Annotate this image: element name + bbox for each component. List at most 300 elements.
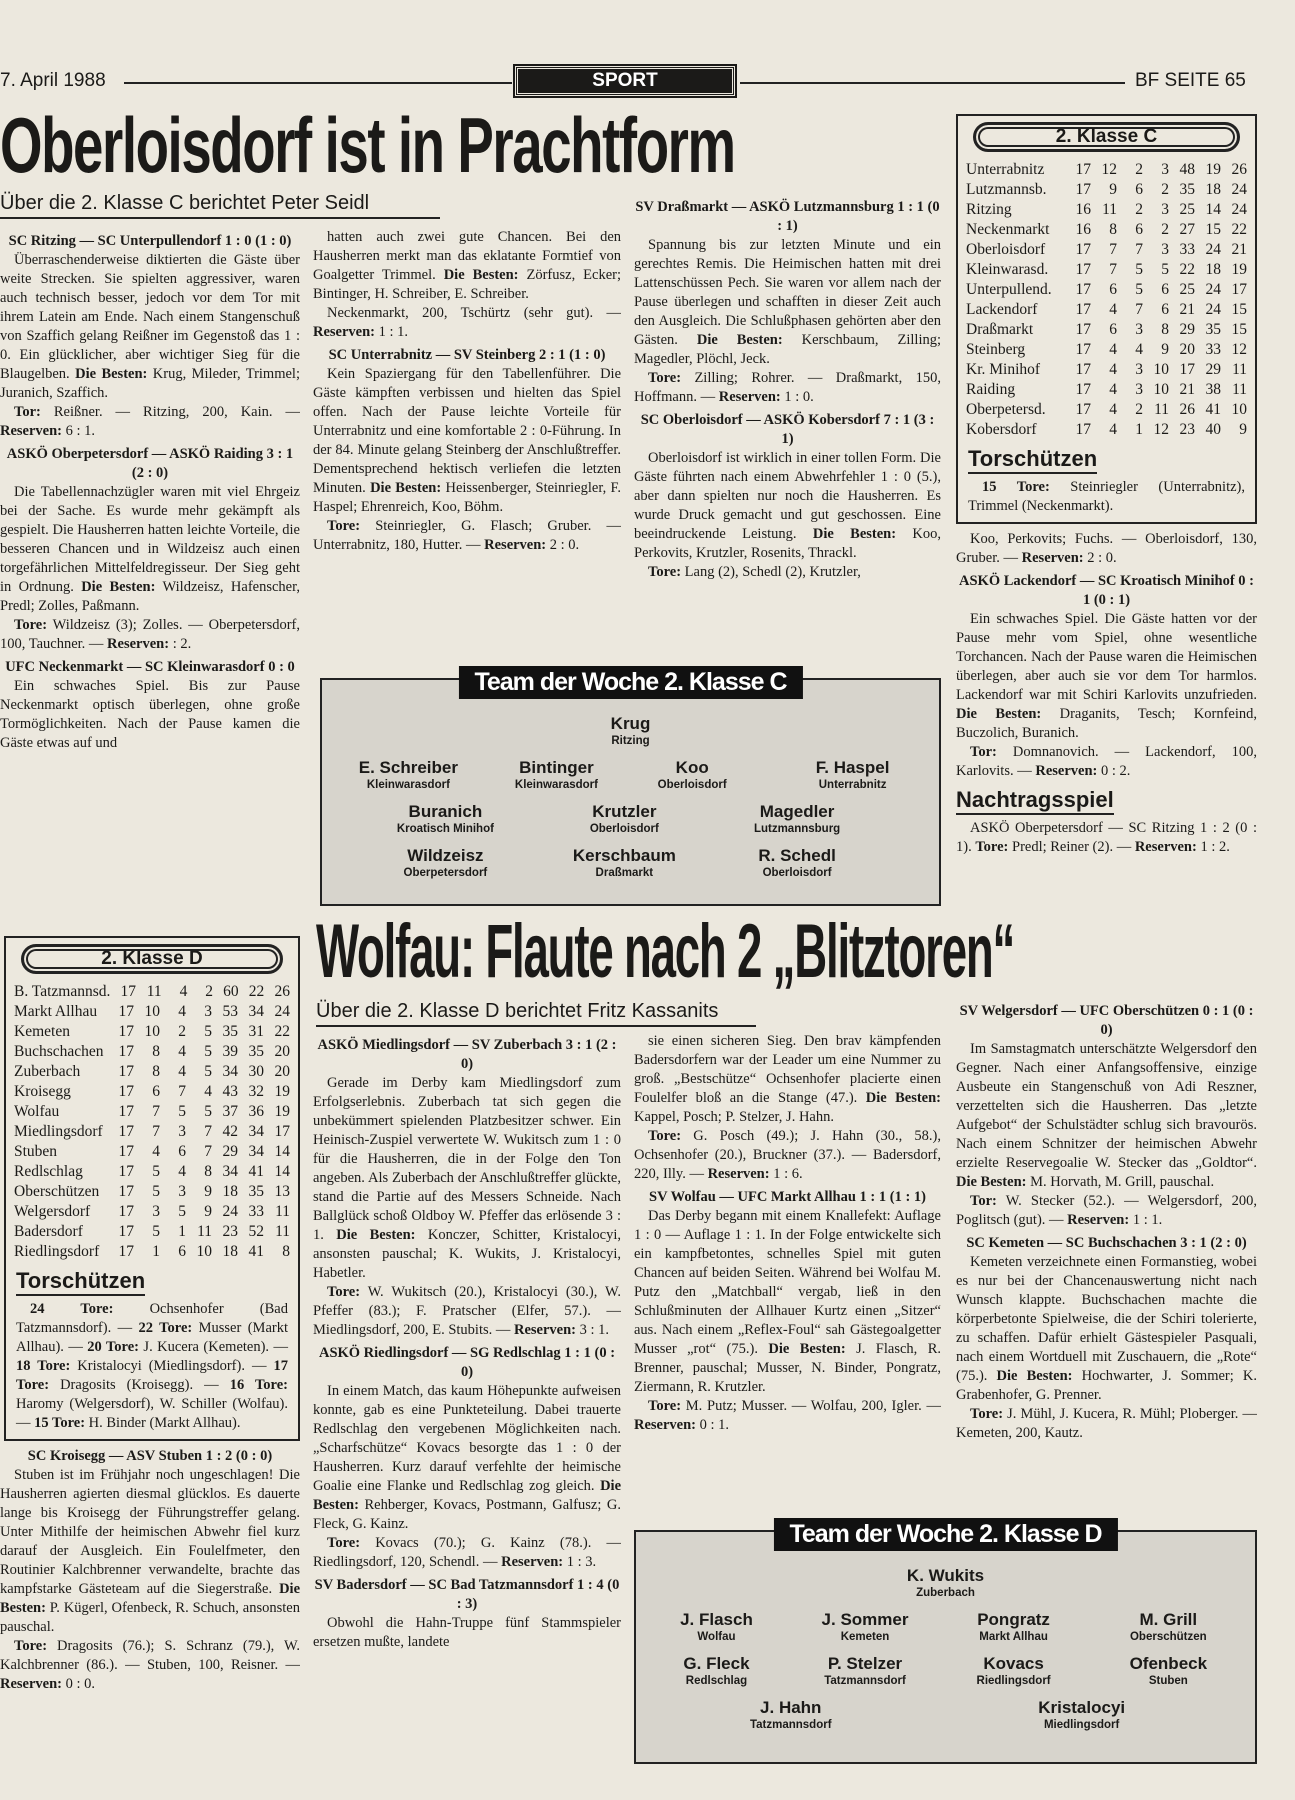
player-club: Oberloisdorf xyxy=(657,779,727,791)
team-name: Buchschachen xyxy=(14,1043,104,1060)
keyword: Tore: xyxy=(648,1128,682,1144)
stat-cell: 35 xyxy=(1179,181,1195,198)
keyword: Die Besten: xyxy=(996,1368,1073,1384)
keyword: Reserven: xyxy=(0,1676,63,1692)
keyword: Tore: xyxy=(327,1284,361,1300)
keyword: Reserven: xyxy=(0,423,63,439)
team-name: Unterrabnitz xyxy=(966,161,1045,178)
keyword: 15 Tore: xyxy=(982,479,1050,495)
stat-cell: 34 xyxy=(248,1143,264,1160)
keyword: Reserven: xyxy=(107,636,170,652)
keyword: Die Besten: xyxy=(81,579,156,595)
team-name: Lutzmannsb. xyxy=(966,181,1047,198)
player-club: Oberpetersdorf xyxy=(403,867,488,879)
stat-cell: 13 xyxy=(274,1183,290,1200)
stat-cell: 52 xyxy=(248,1223,264,1240)
stat-cell: 23 xyxy=(222,1223,238,1240)
stat-cell: 17 xyxy=(1075,301,1091,318)
stat-cell: 60 xyxy=(223,983,239,1000)
player-club: Lutzmannsburg xyxy=(753,823,841,835)
stat-cell: 5 xyxy=(204,1063,212,1080)
team-name: Markt Allhau xyxy=(14,1003,98,1020)
article-paragraph: Tore: Steinriegler, G. Flasch; Gruber. — Unterrabnitz, 180, Hutter. — Reserven: 2 : 0. xyxy=(313,518,621,553)
stat-cell: 7 xyxy=(1109,241,1117,258)
keyword: 16 Tore: xyxy=(229,1377,288,1393)
stat-cell: 53 xyxy=(222,1003,238,1020)
stat-cell: 11 xyxy=(146,983,162,1000)
team-player xyxy=(1038,1698,1125,1732)
stat-cell: 15 xyxy=(1205,221,1221,238)
article-paragraph: Überraschenderweise diktierten die Gäste über weite Strecken. Sie spielten aggressiver, waren auch technisch besser, jedoch vor dem Tor mit ihrem Latein am Ende. Nach einem Stangenschuß von Szaffich gelang Reißner im Gegenstoß das 1 : 0. Ein glücklicher, aber wichtiger Sieg für die Blaugelben. Die Besten: Krug, Mileder, Trimmel; Juranich, Szaffich. xyxy=(0,252,300,401)
keyword: Tore: xyxy=(327,518,361,534)
match-heading: SC Unterrabnitz — SV Steinberg 2 : 1 (1 : 0) xyxy=(328,347,606,363)
team-name: Neckenmarkt xyxy=(966,221,1050,238)
stat-cell: 18 xyxy=(1205,181,1221,198)
player-name: J. Hahn xyxy=(760,1698,822,1717)
team-player xyxy=(680,1610,753,1644)
article-column xyxy=(956,530,1257,857)
stat-cell: 10 xyxy=(196,1243,212,1260)
table-body xyxy=(958,160,1255,440)
player-name: M. Grill xyxy=(1139,1610,1198,1629)
table-row xyxy=(966,260,1247,280)
stat-cell: 18 xyxy=(222,1243,238,1260)
section-label: SPORT xyxy=(515,66,735,96)
article-paragraph: Gerade im Derby kam Miedlingsdorf zum Erfolgserlebnis. Zuberbach tat sich gegen die unbekümmert spielenden Platzbesitzer schwer. Ein Heinisch-Zuspiel verwertete W. Wukitsch zum 1 : 0 für die Hausherren, die in der Folge den Ton angeben. Als Zuberbach der Anschlußtreffer glückte, stand die Partie auf des Messers Schneide. Nach Ballglück schoß Oldboy W. Pfeffer das erlösende 3 : 1. Die Besten: Konczer, Schitter, Kristalocyi, ansonsten pauschal; K. Wukits, J. Kristalocyi, Habetler. xyxy=(313,1075,621,1281)
article-paragraph: Tore: Dragosits (76.); S. Schranz (79.), W. Kalchbrenner (86.). — Stuben, 100, Reisner. — Reserven: 0 : 0. xyxy=(0,1638,300,1692)
table-row xyxy=(14,1122,290,1142)
stat-cell: 17 xyxy=(1075,341,1091,358)
keyword: Tore: xyxy=(975,839,1009,855)
player-club: Kleinwarasdorf xyxy=(514,779,598,791)
team-player xyxy=(658,758,727,792)
player-club: Stuben xyxy=(1148,1675,1188,1687)
stat-cell: 3 xyxy=(1161,201,1169,218)
team-player xyxy=(977,1654,1051,1688)
stat-cell: 24 xyxy=(1231,201,1247,218)
stat-cell: 17 xyxy=(1075,381,1091,398)
stat-cell: 11 xyxy=(275,1203,290,1220)
team-name: Oberloisdorf xyxy=(966,241,1046,258)
team-player xyxy=(754,802,840,836)
team-of-week-d xyxy=(634,1520,1257,1764)
table-row xyxy=(966,280,1247,300)
stat-cell: 11 xyxy=(197,1223,212,1240)
stat-cell: 20 xyxy=(274,1043,290,1060)
team-player xyxy=(758,846,835,880)
keyword: Reserven: xyxy=(514,1322,577,1338)
table-row xyxy=(14,1182,290,1202)
stat-cell: 41 xyxy=(1205,401,1221,418)
stat-cell: 14 xyxy=(1205,201,1221,218)
table-row xyxy=(14,1062,290,1082)
headline-d: Wolfau: Flaute nach 2 „Blitztoren“ xyxy=(316,909,1015,994)
stat-cell: 7 xyxy=(1135,241,1143,258)
stat-cell: 15 xyxy=(1231,321,1247,338)
stat-cell: 18 xyxy=(222,1183,238,1200)
match-heading: SC Oberloisdorf — ASKÖ Kobersdorf 7 : 1 (3 : 1) xyxy=(640,412,935,447)
stat-cell: 6 xyxy=(1109,281,1117,298)
team-name: Zuberbach xyxy=(14,1063,81,1080)
player-name: K. Wukits xyxy=(906,1566,985,1585)
match-heading: SC Ritzing — SC Unterpullendorf 1 : 0 (1 : 0) xyxy=(8,233,292,249)
stat-cell: 21 xyxy=(1231,241,1247,258)
player-name: P. Stelzer xyxy=(827,1654,903,1673)
keyword: Die Besten: xyxy=(0,1581,300,1616)
stat-cell: 12 xyxy=(1153,421,1169,438)
stat-cell: 3 xyxy=(1161,161,1169,178)
stat-cell: 4 xyxy=(178,1063,186,1080)
team-player xyxy=(1130,1610,1207,1644)
stat-cell: 3 xyxy=(1135,381,1143,398)
stat-cell: 34 xyxy=(222,1063,238,1080)
stat-cell: 8 xyxy=(204,1163,212,1180)
match-heading: SC Kroisegg — ASV Stuben 1 : 2 (0 : 0) xyxy=(27,1448,273,1464)
stat-cell: 9 xyxy=(204,1203,212,1220)
team-name: Ritzing xyxy=(966,201,1012,218)
keyword: Reserven: xyxy=(1021,550,1084,566)
stat-cell: 35 xyxy=(222,1023,238,1040)
match-heading: SV Badersdorf — SC Bad Tatzmannsdorf 1 : 4 (0 : 3) xyxy=(314,1577,620,1612)
stat-cell: 19 xyxy=(274,1083,290,1100)
stat-cell: 22 xyxy=(274,1023,290,1040)
scorers-text: 24 Tore: Ochsenhofer (Bad Tatzmannsdorf). — 22 Tore: Musser (Markt Allhau). — 20 Tore: J. Kucera (Kemeten). — 18 Tore: Kristalocyi (Miedlingsdorf). — 17 Tore: Dragosits (Kroisegg). — 16 Tore: Haromy (Welgersdorf), W. Schiller (Wolfau). — 15 Tore: H. Binder (Markt Allhau). xyxy=(16,1301,288,1431)
player-club: Miedlingsdorf xyxy=(1043,1719,1120,1731)
stat-cell: 31 xyxy=(248,1023,264,1040)
stat-cell: 21 xyxy=(1179,301,1195,318)
article-paragraph: Oberloisdorf ist wirklich in einer tollen Form. Die Gäste führten nach einem Abwehrfehler 1 : 0 (5.), aber dann spielten nur noch die Hausherren. Es wurde Druck gemacht und gut geschossen. Eine beeindruckende Leistung. Die Besten: Koo, Perkovits, Krutzler, Rosenits, Thrackl. xyxy=(634,450,941,561)
stat-cell: 4 xyxy=(152,1143,160,1160)
team-of-week-c xyxy=(320,668,941,906)
stat-cell: 12 xyxy=(1231,341,1247,358)
stat-cell: 11 xyxy=(1102,201,1117,218)
keyword: Tore: xyxy=(327,1535,361,1551)
team-name: Unterpullend. xyxy=(966,281,1052,298)
keyword: 15 Tore: xyxy=(34,1415,86,1431)
stat-cell: 7 xyxy=(204,1123,212,1140)
stat-cell: 20 xyxy=(1179,341,1195,358)
team-player xyxy=(611,714,651,748)
player-name: Koo xyxy=(675,758,709,777)
stat-cell: 2 xyxy=(1135,161,1143,178)
table-row xyxy=(14,1142,290,1162)
article-paragraph: ASKÖ Oberpetersdorf — SC Ritzing 1 : 2 (0 : 1). Tore: Predl; Reiner (2). — Reserven: 1 : 2. xyxy=(956,820,1257,855)
stat-cell: 2 xyxy=(1161,221,1169,238)
stat-cell: 21 xyxy=(1179,381,1195,398)
table-row xyxy=(14,1022,290,1042)
keyword: Tor: xyxy=(970,1193,997,1209)
match-heading: SV Wolfau — UFC Markt Allhau 1 : 1 (1 : 1) xyxy=(649,1189,926,1205)
table-row xyxy=(14,1002,290,1022)
stat-cell: 16 xyxy=(1075,201,1091,218)
player-name: J. Flasch xyxy=(680,1610,753,1629)
stat-cell: 7 xyxy=(204,1143,212,1160)
keyword: Tore: xyxy=(14,617,48,633)
player-club: Kroatisch Minihof xyxy=(396,823,494,835)
team-name: Wolfau xyxy=(14,1103,60,1120)
table-title: 2. Klasse D xyxy=(21,944,284,974)
standings-table-d xyxy=(4,936,300,1441)
scorers-title: Torschützen xyxy=(968,446,1097,474)
article-paragraph: Tore: J. Mühl, J. Kucera, R. Mühl; Ploberger. — Kemeten, 200, Kautz. xyxy=(956,1406,1257,1441)
stat-cell: 36 xyxy=(248,1103,264,1120)
stat-cell: 29 xyxy=(1205,361,1221,378)
stat-cell: 17 xyxy=(120,983,137,1000)
stat-cell: 6 xyxy=(178,1243,186,1260)
team-name: Kobersdorf xyxy=(966,421,1037,438)
table-row xyxy=(966,160,1247,180)
team-name: Stuben xyxy=(14,1143,58,1160)
article-paragraph: Stuben ist im Frühjahr noch ungeschlagen! Die Hausherren agierten diesmal glücklos. Es dauerte lange bis Kroisegg der Führungstreffer gelang. Unter Mithilfe der heimischen Abwehr fiel kurz darauf der Ausgleich. Ein Foulelfmeter, den Routinier Kalchbrenner verwandelte, brachte das kampfstarke Gästeteam auf die Siegerstraße. Die Besten: P. Kügerl, Ofenbeck, R. Schuch, ansonsten pauschal. xyxy=(0,1467,300,1635)
player-name: Ofenbeck xyxy=(1129,1654,1208,1673)
stat-cell: 3 xyxy=(204,1003,212,1020)
stat-cell: 19 xyxy=(1231,261,1247,278)
player-name: Kerschbaum xyxy=(572,846,676,865)
table-row xyxy=(14,1222,290,1242)
team-player xyxy=(359,758,458,792)
stat-cell: 17 xyxy=(1075,181,1091,198)
stat-cell: 20 xyxy=(274,1063,290,1080)
table-row xyxy=(14,1242,290,1262)
stat-cell: 9 xyxy=(1239,421,1247,438)
keyword: Die Besten: xyxy=(313,1478,621,1513)
standings-table-c xyxy=(956,114,1257,524)
team-player xyxy=(750,1698,832,1732)
article-paragraph: Ein schwaches Spiel. Bis zur Pause Neckenmarkt optisch überlegen, ohne große Tormöglichkeiten. Nach der Pause kamen die Gäste etwas auf und xyxy=(0,678,300,751)
stat-cell: 4 xyxy=(1109,341,1117,358)
right-column xyxy=(956,114,1257,906)
stat-cell: 5 xyxy=(1161,261,1169,278)
stat-cell: 29 xyxy=(1179,321,1195,338)
stat-cell: 38 xyxy=(1205,381,1221,398)
page-number: BF SEITE 65 xyxy=(1135,70,1246,91)
stat-cell: 48 xyxy=(1179,161,1195,178)
stat-cell: 39 xyxy=(222,1043,238,1060)
stat-cell: 33 xyxy=(1179,241,1195,258)
player-club: Redlschlag xyxy=(685,1675,748,1687)
keyword: Tore: xyxy=(970,1406,1004,1422)
stat-cell: 8 xyxy=(1161,321,1169,338)
keyword: Reserven: xyxy=(1035,763,1098,779)
stat-cell: 1 xyxy=(178,1223,186,1240)
article-paragraph: Tore: Kovacs (70.); G. Kainz (78.). — Riedlingsdorf, 120, Schendl. — Reserven: 1 : 3. xyxy=(313,1535,621,1570)
stat-cell: 17 xyxy=(118,1103,134,1120)
stat-cell: 41 xyxy=(248,1163,264,1180)
stat-cell: 19 xyxy=(1205,161,1221,178)
article-column xyxy=(0,1447,300,1694)
table-row xyxy=(966,380,1247,400)
byline-c: Über die 2. Klasse C berichtet Peter Seidl xyxy=(0,192,440,219)
stat-cell: 9 xyxy=(1161,341,1169,358)
table-row xyxy=(966,340,1247,360)
team-player xyxy=(907,1566,984,1600)
article-column xyxy=(634,194,941,662)
stat-cell: 35 xyxy=(248,1043,264,1060)
table-row xyxy=(14,982,290,1002)
keyword: 18 Tore: xyxy=(16,1358,71,1374)
table-row xyxy=(966,240,1247,260)
stat-cell: 27 xyxy=(1179,221,1195,238)
stat-cell: 25 xyxy=(1179,201,1195,218)
team-player xyxy=(404,846,488,880)
keyword: Die Besten: xyxy=(956,706,1042,722)
stat-cell: 1 xyxy=(152,1243,160,1260)
article-paragraph: In einem Match, das kaum Höhepunkte aufweisen konnte, gab es eine Punkteteilung. Dabei trauerte Redlschlag den vergebenen Möglichkeiten nach. „Scharfschütze“ Kovacs besorgte das 1 : 0 der Hausherren. Kurz darauf verfehlte der heimische Goalie eine Flanke und Redlschlag zog gleich. Die Besten: Rehberger, Kovacs, Postmann, Galfusz; G. Fleck, G. Kainz. xyxy=(313,1383,621,1532)
stat-cell: 5 xyxy=(1135,261,1143,278)
stat-cell: 5 xyxy=(178,1103,186,1120)
stat-cell: 4 xyxy=(1109,401,1117,418)
headline-c: Oberloisdorf ist in Prachtform xyxy=(0,101,735,189)
stat-cell: 17 xyxy=(1075,421,1091,438)
stat-cell: 17 xyxy=(274,1123,290,1140)
table-row xyxy=(966,300,1247,320)
stat-cell: 2 xyxy=(178,1023,186,1040)
keyword: Die Besten: xyxy=(768,1341,846,1357)
player-club: Kleinwarasdorf xyxy=(366,779,450,791)
stat-cell: 6 xyxy=(1135,221,1143,238)
stat-cell: 3 xyxy=(152,1203,160,1220)
stat-cell: 4 xyxy=(179,983,188,1000)
article-paragraph: Im Samstagmatch unterschätzte Welgersdorf den Gegner. Nach einer Anfangsoffensive, einzige Ausbeute ein Stangenschuß von Adi Reszner, verzettelten sich die Hausherren. Das „letzte Aufgebot“ der Schulstädter schlug sich bravourös. Nach einem Schnitzer der heimischen Abwehr erzielte Reservegoalie W. Stecker das „Goldtor“. Die Besten: M. Horvath, M. Grill, pauschal. xyxy=(956,1041,1257,1190)
stat-cell: 25 xyxy=(1179,281,1195,298)
stat-cell: 4 xyxy=(1109,361,1117,378)
stat-cell: 43 xyxy=(222,1083,238,1100)
team-name: Badersdorf xyxy=(14,1223,83,1240)
table-row xyxy=(966,320,1247,340)
keyword: 22 Tore: xyxy=(138,1320,193,1336)
stat-cell: 40 xyxy=(1205,421,1221,438)
article-paragraph: Tore: M. Putz; Musser. — Wolfau, 200, Igler. — Reserven: 0 : 1. xyxy=(634,1398,941,1433)
stat-cell: 33 xyxy=(248,1203,264,1220)
team-player xyxy=(824,1654,906,1688)
team-name: Redlschlag xyxy=(14,1163,83,1180)
article-paragraph: Tor: Domnanovich. — Lackendorf, 100, Karlovits. — Reserven: 0 : 2. xyxy=(956,744,1257,779)
player-name: Magedler xyxy=(759,802,835,821)
keyword: 17 Tore: xyxy=(16,1358,288,1393)
stat-cell: 24 xyxy=(1205,241,1221,258)
player-club: Tatzmannsdorf xyxy=(824,1675,906,1687)
keyword: Reserven: xyxy=(313,324,376,340)
article-paragraph: Tore: Wildzeisz (3); Zolles. — Oberpetersdorf, 100, Tauchner. — Reserven: : 2. xyxy=(0,617,300,652)
stat-cell: 22 xyxy=(1231,221,1247,238)
team-name: Raiding xyxy=(966,381,1016,398)
article-paragraph: Kemeten verzeichnete einen Formanstieg, wobei es nur bei der Chancenauswertung nicht nach Wunsch klappte. Buchschachen machte die körperbetonte Spielweise, die der Schiri tolerierte, zu schaffen. Dafür erhielt Gästespieler Pasquali, nach einem Wortduell mit Zuschauern, die „Rote“ (75.). Die Besten: Hochwarter, J. Sommer; K. Grabenhofer, G. Prenner. xyxy=(956,1254,1257,1403)
stat-cell: 17 xyxy=(118,1143,134,1160)
team-name: Riedlingsdorf xyxy=(14,1243,100,1260)
stat-cell: 22 xyxy=(1179,261,1195,278)
stat-cell: 16 xyxy=(1075,221,1091,238)
player-club: Markt Allhau xyxy=(979,1631,1048,1643)
table-row xyxy=(14,1042,290,1062)
stat-cell: 17 xyxy=(118,1063,134,1080)
section-heading: Nachtragsspiel xyxy=(956,787,1114,815)
player-name: Bintinger xyxy=(519,758,594,777)
stat-cell: 19 xyxy=(274,1103,290,1120)
stat-cell: 17 xyxy=(118,1203,134,1220)
table-row xyxy=(966,420,1247,440)
stat-cell: 4 xyxy=(1109,301,1117,318)
player-name: R. Schedl xyxy=(758,846,836,865)
stat-cell: 6 xyxy=(1161,301,1169,318)
stat-cell: 17 xyxy=(1075,161,1091,178)
stat-cell: 32 xyxy=(248,1083,264,1100)
player-name: Pongratz xyxy=(977,1610,1050,1629)
stat-cell: 17 xyxy=(1075,281,1091,298)
team-player xyxy=(683,1654,749,1688)
player-name: Krutzler xyxy=(592,802,657,821)
keyword: Die Besten: xyxy=(370,480,442,496)
article-column xyxy=(313,228,621,662)
stat-cell: 17 xyxy=(1231,281,1247,298)
stat-cell: 15 xyxy=(1231,301,1247,318)
article-paragraph: hatten auch zwei gute Chancen. Bei den Hausherren merkt man das eklatante Formtief von Goalgetter Trimmel. Die Besten: Zörfusz, Ecker; Bintinger, H. Schreiber, E. Schreiber. xyxy=(313,229,621,302)
stat-cell: 34 xyxy=(248,1003,264,1020)
keyword: Tore: xyxy=(648,1398,682,1414)
team-name: Welgersdorf xyxy=(14,1203,91,1220)
scorers-title: Torschützen xyxy=(16,1268,145,1296)
stat-cell: 11 xyxy=(1232,381,1247,398)
stat-cell: 11 xyxy=(275,1223,290,1240)
stat-cell: 5 xyxy=(1135,281,1143,298)
stat-cell: 5 xyxy=(152,1163,160,1180)
article-paragraph: Das Derby begann mit einem Knallefekt: Auflage 1 : 0 — Auflage 1 : 1. In der Folge entwickelte sich ein kampfbetontes, schnelles Spiel mit guten Chancen auf beiden Seiten. Während bei Wolfau M. Putz den „Matchball“ vergab, ließ in den Schlußminuten der Allhauer Kurtz einen „Sitzer“ aus. Nach einem „Reflex-Foul“ sah Gästegoalgetter Musser „rot“ (75.). Die Besten: J. Flasch, R. Brenner, pauschal; Musser, N. Binder, Pongratz, Ziermann, R. Krutzler. xyxy=(634,1208,941,1395)
stat-cell: 14 xyxy=(274,1163,290,1180)
stat-cell: 4 xyxy=(1135,341,1143,358)
stat-cell: 3 xyxy=(178,1183,186,1200)
table-row xyxy=(14,1202,290,1222)
stat-cell: 2 xyxy=(1161,181,1169,198)
stat-cell: 37 xyxy=(222,1103,238,1120)
stat-cell: 7 xyxy=(152,1103,160,1120)
issue-date: 7. April 1988 xyxy=(0,70,106,91)
stat-cell: 33 xyxy=(1205,341,1221,358)
team-name: Kroisegg xyxy=(14,1083,71,1100)
player-name: F. Haspel xyxy=(815,758,890,777)
player-name: Buranich xyxy=(408,802,483,821)
table-row xyxy=(966,400,1247,420)
stat-cell: 17 xyxy=(1179,361,1195,378)
article-paragraph: Neckenmarkt, 200, Tschürtz (sehr gut). — Reserven: 1 : 1. xyxy=(313,305,621,340)
team-name: Lackendorf xyxy=(966,301,1038,318)
stat-cell: 34 xyxy=(222,1163,238,1180)
stat-cell: 24 xyxy=(1205,301,1221,318)
article-paragraph: Tor: W. Stecker (52.). — Welgersdorf, 200, Poglitsch (gut). — Reserven: 1 : 1. xyxy=(956,1193,1257,1228)
player-club: Unterrabnitz xyxy=(818,779,887,791)
team-player xyxy=(515,758,598,792)
stat-cell: 23 xyxy=(1179,421,1195,438)
stat-cell: 6 xyxy=(1135,181,1143,198)
stat-cell: 24 xyxy=(222,1203,238,1220)
stat-cell: 17 xyxy=(1075,361,1091,378)
stat-cell: 35 xyxy=(248,1183,264,1200)
team-name: Miedlingsdorf xyxy=(14,1123,103,1140)
stat-cell: 26 xyxy=(1231,161,1247,178)
article-column xyxy=(313,1032,621,1798)
article-paragraph: Spannung bis zur letzten Minute und ein gerechtes Remis. Die Heimischen hatten mit drei Lattenschüssen Pech. Sie waren vor allem nach der Pause überlegen und schafften in dieser Zeit auch den Ausgleich. Die Schlußphasen gehörten aber den Gästen. Die Besten: Kerschbaum, Zilling; Magedler, Plöchl, Jeck. xyxy=(634,237,941,367)
keyword: Tore: xyxy=(648,564,682,580)
stat-cell: 17 xyxy=(118,1223,134,1240)
keyword: Tore: xyxy=(14,1638,48,1654)
stat-cell: 6 xyxy=(178,1143,186,1160)
stat-cell: 17 xyxy=(1075,241,1091,258)
player-name: G. Fleck xyxy=(683,1654,750,1673)
player-club: Ritzing xyxy=(611,735,650,747)
player-club: Oberloisdorf xyxy=(762,867,832,879)
article-paragraph: Die Tabellennachzügler waren mit viel Ehrgeiz bei der Sache. Es wurde mehr gekämpft als gespielt. Die Hausherren hatten leichte Vorteile, die besseren Chancen und in Wildzeisz auch einen torgefährlichen Mittelfeldregisseur. Der Sieg geht in Ordnung. Die Besten: Wildzeisz, Hafenscher, Predl; Zolles, Paßmann. xyxy=(0,484,300,614)
keyword: Reserven: xyxy=(1067,1212,1130,1228)
keyword: Tor: xyxy=(970,744,997,760)
stat-cell: 5 xyxy=(152,1223,160,1240)
